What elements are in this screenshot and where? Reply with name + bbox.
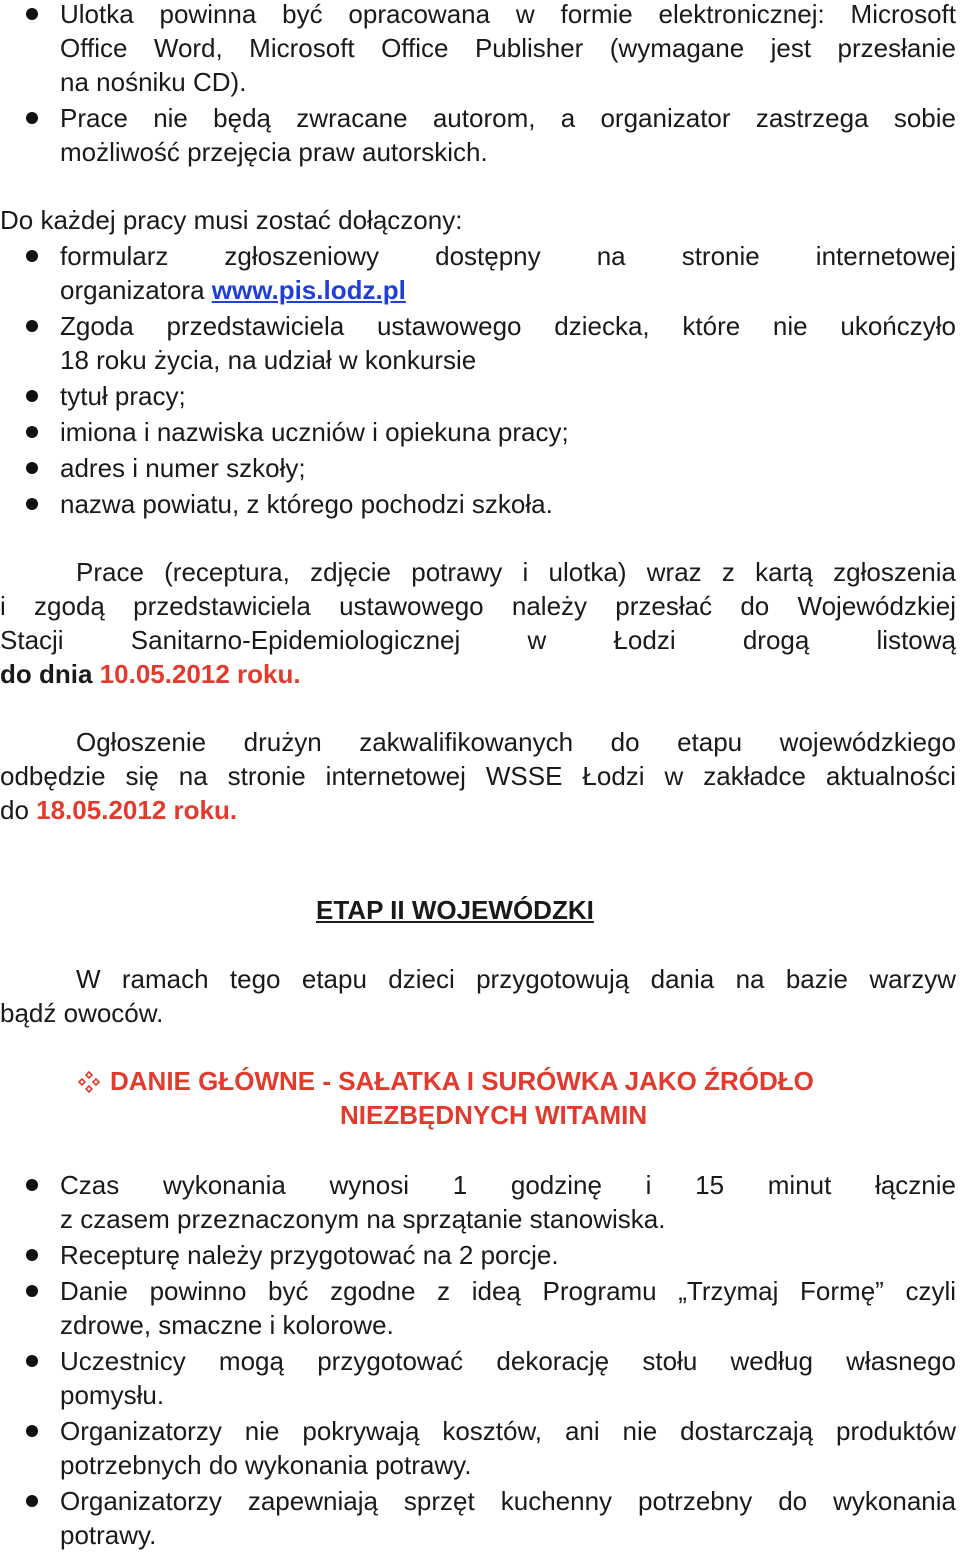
text-line: adres i numer szkoły;	[60, 453, 306, 483]
text-line: Organizatorzy nie pokrywają kosztów, ani nie dostarczają produktów	[60, 1416, 956, 1446]
text-line: potrzebnych do wykonania potrawy.	[60, 1450, 472, 1480]
bullet-dot	[26, 1495, 38, 1507]
bullet-dot	[26, 250, 38, 262]
text-line: Uczestnicy mogą przygotować dekorację stołu według własnego	[60, 1346, 956, 1376]
bullet-dot	[26, 112, 38, 124]
text-line: Office Word, Microsoft Office Publisher (wymagane jest przesłanie	[60, 33, 956, 63]
bullet-dot	[26, 1179, 38, 1191]
text-line: tytuł pracy;	[60, 381, 186, 411]
deadline-prefix: do dnia	[0, 659, 100, 689]
dish-heading-line2: NIEZBĘDNYCH WITAMIN	[340, 1100, 648, 1130]
text-line: Zgoda przedstawiciela ustawowego dziecka, które nie ukończyło	[60, 311, 956, 341]
bullet-dot	[26, 1285, 38, 1297]
text-line: pomysłu.	[60, 1380, 165, 1410]
text-line	[0, 793, 956, 827]
organizer-link[interactable]: www.pis.lodz.pl	[211, 275, 406, 305]
text-line: Prace nie będą zwracane autorom, a organizator zastrzega sobie	[60, 103, 956, 133]
stage-heading: ETAP II WOJEWÓDZKI	[316, 895, 594, 925]
text-line: nazwa powiatu, z którego pochodzi szkoła.	[60, 489, 553, 519]
bullet-dot	[26, 8, 38, 20]
bullet-dot	[26, 426, 38, 438]
text-line: zdrowe, smaczne i kolorowe.	[60, 1310, 394, 1340]
text-line: z czasem przeznaczonym na sprzątanie stanowiska.	[60, 1204, 666, 1234]
text-line: i zgodą przedstawiciela ustawowego należy przesłać do Wojewódzkiej	[0, 591, 956, 621]
text-line: W ramach tego etapu dzieci przygotowują dania na bazie warzyw	[76, 964, 956, 994]
text-line: bądź owoców.	[0, 998, 164, 1028]
text-line: Organizatorzy zapewniają sprzęt kuchenny potrzebny do wykonania	[60, 1486, 956, 1516]
text-line: Prace (receptura, zdjęcie potrawy i ulotka) wraz z kartą zgłoszenia	[76, 557, 956, 587]
text-line: możliwość przejęcia praw autorskich.	[60, 137, 488, 167]
text-line: potrawy.	[60, 1520, 157, 1550]
text-line: formularz zgłoszeniowy dostępny na stronie internetowej	[60, 241, 956, 271]
text-line: Czas wykonania wynosi 1 godzinę i 15 minut łącznie	[60, 1170, 956, 1200]
text-line: Recepturę należy przygotować na 2 porcje.	[60, 1240, 559, 1270]
text-line: Ulotka powinna być opracowana w formie elektronicznej: Microsoft	[60, 0, 956, 29]
form-prefix: organizatora	[60, 275, 212, 305]
text-line: na nośniku CD).	[60, 67, 247, 97]
text-line	[0, 657, 956, 691]
text-line: Stacji Sanitarno-Epidemiologicznej w Łodzi drogą listową	[0, 625, 956, 655]
text-line: imiona i nazwiska uczniów i opiekuna pracy;	[60, 417, 569, 447]
text-line: 18 roku życia, na udział w konkursie	[60, 345, 477, 375]
bullet-dot	[26, 462, 38, 474]
text-line: Danie powinno być zgodne z ideą Programu „Trzymaj Formę” czyli	[60, 1276, 956, 1306]
text-line: odbędzie się na stronie internetowej WSSE Łodzi w zakładce aktualności	[0, 761, 956, 791]
deadline-date: 10.05.2012 roku.	[99, 659, 301, 689]
text-line	[60, 273, 960, 307]
bullet-dot	[26, 320, 38, 332]
announce-date: 18.05.2012 roku.	[36, 795, 238, 825]
announce-prefix: do	[0, 795, 37, 825]
bullet-dot	[26, 498, 38, 510]
dish-heading-line1: DANIE GŁÓWNE - SAŁATKA I SURÓWKA JAKO ŹRÓDŁO	[110, 1066, 814, 1096]
attach-intro: Do każdej pracy musi zostać dołączony:	[0, 205, 463, 235]
bullet-dot	[26, 1425, 38, 1437]
bullet-dot	[26, 1249, 38, 1261]
four-diamond-icon	[78, 1071, 100, 1093]
bullet-dot	[26, 1355, 38, 1367]
text-line: Ogłoszenie drużyn zakwalifikowanych do etapu wojewódzkiego	[76, 727, 956, 757]
bullet-dot	[26, 390, 38, 402]
